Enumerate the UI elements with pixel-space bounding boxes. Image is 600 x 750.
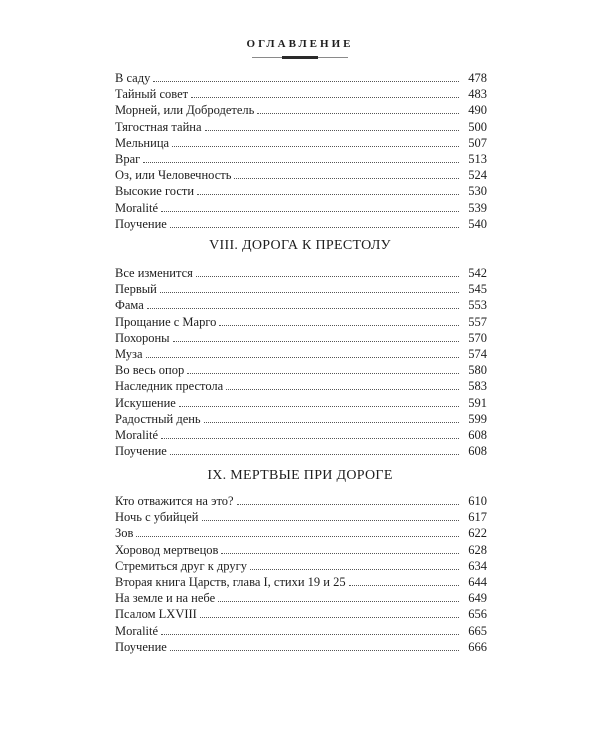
toc-list bbox=[115, 265, 487, 459]
toc-entry-title: Искушение bbox=[115, 395, 176, 410]
dot-leader bbox=[170, 454, 459, 455]
toc-entry-title: В саду bbox=[115, 71, 151, 85]
toc-entry[interactable] bbox=[115, 542, 487, 558]
toc-entry-title: Прощание с Марго bbox=[115, 314, 217, 329]
dot-leader bbox=[187, 373, 459, 374]
toc-entry-page: 539 bbox=[468, 200, 487, 215]
dot-leader bbox=[349, 585, 459, 586]
toc-entry-page: 557 bbox=[468, 314, 487, 329]
dot-leader bbox=[218, 601, 459, 602]
dot-leader bbox=[173, 341, 459, 342]
dot-leader bbox=[200, 617, 459, 618]
toc-entry-page: 583 bbox=[468, 379, 487, 394]
dot-leader bbox=[147, 308, 459, 309]
toc-entry-page: 617 bbox=[468, 510, 487, 525]
toc-entry[interactable] bbox=[115, 509, 487, 525]
toc-entry[interactable] bbox=[115, 135, 487, 151]
toc-entry-title: Кто отважится на это? bbox=[115, 494, 234, 508]
toc-entry-title: Поучение bbox=[115, 216, 167, 231]
toc-entry-page: 570 bbox=[468, 330, 487, 345]
toc-entry[interactable] bbox=[115, 216, 487, 232]
toc-entry-page: 599 bbox=[468, 411, 487, 426]
toc-entry-page: 574 bbox=[468, 346, 487, 361]
dot-leader bbox=[143, 162, 459, 163]
toc-entry-page: 634 bbox=[468, 558, 487, 573]
toc-entry-page: 610 bbox=[468, 494, 487, 508]
toc-entry-page: 553 bbox=[468, 298, 487, 313]
toc-entry[interactable] bbox=[115, 623, 487, 639]
toc-section-viii bbox=[115, 265, 487, 459]
toc-entry[interactable] bbox=[115, 314, 487, 330]
toc-entry-title: Зов bbox=[115, 526, 134, 541]
dot-leader bbox=[205, 130, 460, 131]
dot-leader bbox=[170, 227, 459, 228]
dot-leader bbox=[204, 422, 459, 423]
toc-entry-title: Хоровод мертвецов bbox=[115, 542, 219, 557]
toc-entry[interactable] bbox=[115, 395, 487, 411]
dot-leader bbox=[237, 504, 459, 505]
toc-entry-title: Радостный день bbox=[115, 411, 201, 426]
toc-entry[interactable] bbox=[115, 574, 487, 590]
toc-entry-title: Все изменится bbox=[115, 266, 193, 280]
toc-entry[interactable] bbox=[115, 167, 487, 183]
toc-entry-page: 644 bbox=[468, 574, 487, 589]
toc-entry-page: 542 bbox=[468, 266, 487, 280]
dot-leader bbox=[191, 97, 459, 98]
toc-entry-page: 545 bbox=[468, 282, 487, 297]
dot-leader bbox=[250, 569, 459, 570]
toc-entry[interactable] bbox=[115, 362, 487, 378]
toc-entry-title: Вторая книга Царств, глава I, стихи 19 и 25 bbox=[115, 574, 346, 589]
toc-entry-page: 507 bbox=[468, 135, 487, 150]
toc-entry[interactable] bbox=[115, 639, 487, 655]
toc-entry[interactable] bbox=[115, 330, 487, 346]
toc-entry-title: Тайный совет bbox=[115, 87, 189, 102]
dot-leader bbox=[202, 520, 460, 521]
toc-entry[interactable] bbox=[115, 119, 487, 135]
toc-entry-title: Moralité bbox=[115, 623, 159, 638]
dot-leader bbox=[196, 276, 459, 277]
toc-entry-page: 513 bbox=[468, 151, 487, 166]
toc-entry-title: На земле и на небе bbox=[115, 591, 216, 606]
dot-leader bbox=[234, 178, 459, 179]
toc-entry[interactable] bbox=[115, 297, 487, 313]
dot-leader bbox=[170, 650, 459, 651]
toc-entry-title: Поучение bbox=[115, 639, 167, 654]
toc-entry-page: 490 bbox=[468, 103, 487, 118]
toc-entry-page: 628 bbox=[468, 542, 487, 557]
dot-leader bbox=[179, 406, 459, 407]
dot-leader bbox=[136, 536, 459, 537]
dot-leader bbox=[172, 146, 459, 147]
toc-entry[interactable] bbox=[115, 411, 487, 427]
toc-entry[interactable] bbox=[115, 590, 487, 606]
toc-entry-title: Поучение bbox=[115, 444, 167, 459]
dot-leader bbox=[219, 325, 459, 326]
toc-entry-title: Стремиться друг к другу bbox=[115, 558, 247, 573]
toc-entry-title: Moralité bbox=[115, 200, 159, 215]
toc-entry[interactable] bbox=[115, 558, 487, 574]
dot-leader bbox=[153, 81, 459, 82]
toc-entry-title: Во весь опор bbox=[115, 363, 185, 378]
toc-entry[interactable] bbox=[115, 70, 487, 86]
toc-entry-title: Мельница bbox=[115, 135, 170, 150]
header-rule-ornament bbox=[282, 56, 318, 59]
dot-leader bbox=[160, 292, 459, 293]
toc-entry-page: 500 bbox=[468, 119, 487, 134]
toc-section-continued bbox=[115, 70, 487, 232]
toc-list bbox=[115, 493, 487, 655]
toc-entry-title: Похороны bbox=[115, 330, 170, 345]
toc-entry[interactable] bbox=[115, 427, 487, 443]
toc-entry[interactable] bbox=[115, 493, 487, 509]
toc-entry-page: 649 bbox=[468, 591, 487, 606]
toc-entry-page: 524 bbox=[468, 168, 487, 183]
toc-entry[interactable] bbox=[115, 200, 487, 216]
dot-leader bbox=[221, 553, 459, 554]
toc-entry-page: 591 bbox=[468, 395, 487, 410]
toc-entry[interactable] bbox=[115, 102, 487, 118]
toc-entry-page: 608 bbox=[468, 444, 487, 459]
toc-entry-page: 666 bbox=[468, 639, 487, 654]
toc-entry[interactable] bbox=[115, 378, 487, 394]
toc-entry-title: Оз, или Человечность bbox=[115, 168, 232, 183]
toc-entry-title: Первый bbox=[115, 282, 157, 297]
toc-entry[interactable] bbox=[115, 525, 487, 541]
toc-entry[interactable] bbox=[115, 183, 487, 199]
toc-entry[interactable] bbox=[115, 265, 487, 281]
toc-entry-title: Враг bbox=[115, 151, 141, 166]
dot-leader bbox=[161, 211, 459, 212]
toc-entry-page: 483 bbox=[468, 87, 487, 102]
running-head: ОГЛАВЛЕНИЕ bbox=[246, 38, 354, 50]
toc-entry-page: 656 bbox=[468, 607, 487, 622]
toc-entry[interactable] bbox=[115, 346, 487, 362]
dot-leader bbox=[161, 634, 459, 635]
toc-entry-page: 540 bbox=[468, 216, 487, 231]
toc-entry[interactable] bbox=[115, 281, 487, 297]
dot-leader bbox=[226, 389, 459, 390]
toc-entry-page: 608 bbox=[468, 427, 487, 442]
toc-entry[interactable] bbox=[115, 86, 487, 102]
toc-entry-page: 622 bbox=[468, 526, 487, 541]
toc-entry-page: 665 bbox=[468, 623, 487, 638]
toc-entry-page: 478 bbox=[468, 71, 487, 85]
toc-entry-title: Муза bbox=[115, 346, 143, 361]
toc-entry-page: 530 bbox=[468, 184, 487, 199]
toc-list bbox=[115, 70, 487, 232]
toc-entry-title: Высокие гости bbox=[115, 184, 195, 199]
toc-entry-title: Ночь с убийцей bbox=[115, 510, 199, 525]
part-heading-viii: VIII. ДОРОГА К ПРЕСТОЛУ bbox=[209, 238, 391, 253]
dot-leader bbox=[161, 438, 459, 439]
toc-entry-title: Moralité bbox=[115, 427, 159, 442]
dot-leader bbox=[146, 357, 459, 358]
toc-entry[interactable] bbox=[115, 151, 487, 167]
part-heading-ix: IX. МЕРТВЫЕ ПРИ ДОРОГЕ bbox=[207, 468, 393, 483]
toc-entry[interactable] bbox=[115, 606, 487, 622]
toc-entry-page: 580 bbox=[468, 363, 487, 378]
toc-entry-title: Тягостная тайна bbox=[115, 119, 202, 134]
dot-leader bbox=[197, 194, 459, 195]
toc-entry[interactable] bbox=[115, 443, 487, 459]
toc-entry-title: Фама bbox=[115, 298, 144, 313]
toc-entry-title: Морней, или Добродетель bbox=[115, 103, 255, 118]
toc-entry-title: Псалом LXVIII bbox=[115, 607, 197, 622]
dot-leader bbox=[257, 113, 459, 114]
toc-entry-title: Наследник престола bbox=[115, 379, 224, 394]
toc-section-ix bbox=[115, 493, 487, 655]
